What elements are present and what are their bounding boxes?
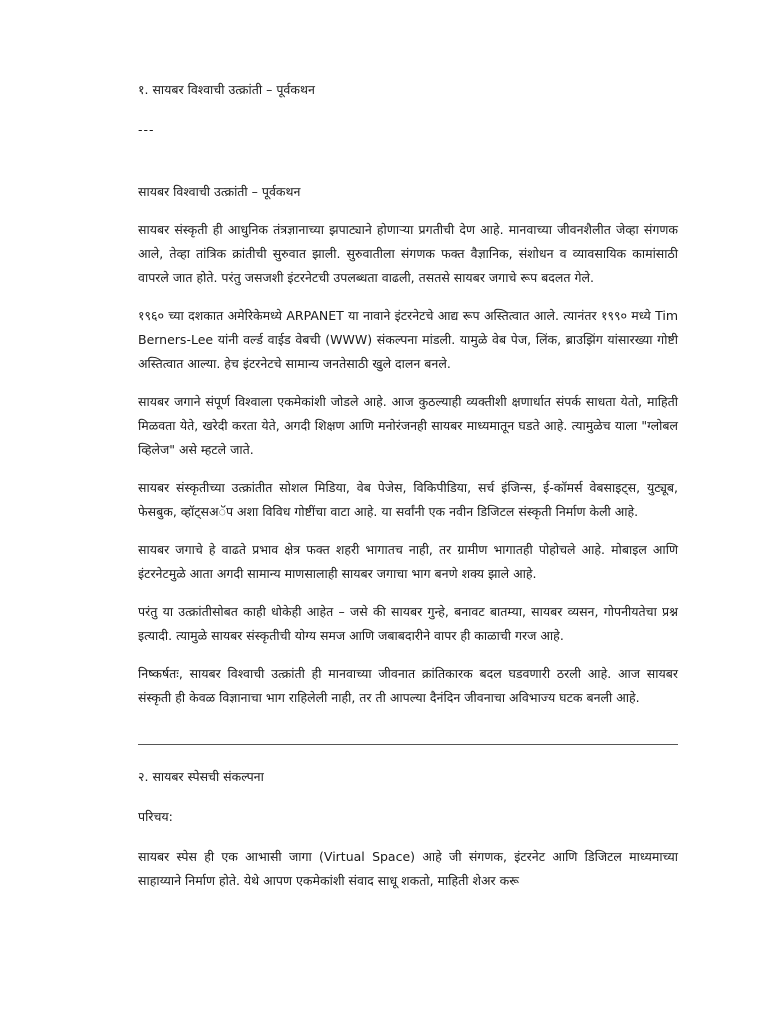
paragraph-digital-culture: सायबर संस्कृतीच्या उत्क्रांतीत सोशल मिडिया, वेब पेजेस, विकिपीडिया, सर्च इंजिन्स, ई-कॉमर्स वेबसाइट्स, युट्यूब, फेसबुक, व्हॉट्सअॅप अशा विविध गोष्टींचा वाटा आहे. या सर्वांनी एक नवीन डिजिटल संस्कृती निर्माण केली आहे. [138, 480, 678, 519]
section-2-heading: २. सायबर स्पेसची संकल्पना [138, 769, 264, 784]
paragraph-intro: सायबर संस्कृती ही आधुनिक तंत्रज्ञानाच्या झपाट्याने होणाऱ्या प्रगतीची देण आहे. मानवाच्या जीवनशैलीत जेव्हा संगणक आले, तेव्हा तांत्रिक क्रांतीची सुरुवात झाली. सुरुवातीला संगणक फक्त वैज्ञानिक, संशोधन व व्यावसायिक कामांसाठी वापरले जात होते. परंतु जसजशी इंटरनेटची उपलब्धता वाढली, तसतसे सायबर जगाचे रूप बदलत गेले. [138, 222, 678, 285]
paragraph-risks: परंतु या उत्क्रांतीसोबत काही धोकेही आहेत – जसे की सायबर गुन्हे, बनावट बातम्या, सायबर व्यसन, गोपनीयतेचा प्रश्न इत्यादी. त्यामुळे सायबर संस्कृतीची योग्य समज आणि जबाबदारीने वापर ही काळाची गरज आहे. [138, 604, 678, 643]
paragraph-global-village: सायबर जगाने संपूर्ण विश्वाला एकमेकांशी जोडले आहे. आज कुठल्याही व्यक्तीशी क्षणार्धात संपर्क साधता येतो, माहिती मिळवता येते, खरेदी करता येते, अगदी शिक्षण आणि मनोरंजनही सायबर माध्यमातून घडते आहे. त्यामुळेच याला "ग्लोबल व्हिलेज" असे म्हटले जाते. [138, 394, 678, 457]
paragraph-cyberspace: सायबर स्पेस ही एक आभासी जागा (Virtual Space) आहे जी संगणक, इंटरनेट आणि डिजिटल माध्यमाच्या साहाय्याने निर्माण होते. येथे आपण एकमेकांशी संवाद साधू शकतो, माहिती शेअर करू [138, 849, 678, 888]
paragraph-conclusion: निष्कर्षतः, सायबर विश्वाची उत्क्रांती ही मानवाच्या जीवनात क्रांतिकारक बदल घडवणारी ठरली आहे. आज सायबर संस्कृती ही केवळ विज्ञानाचा भाग राहिलेली नाही, तर ती आपल्या दैनंदिन जीवनाचा अविभाज्य घटक बनली आहे. [138, 666, 678, 705]
document-page [138, 78, 678, 907]
intro-label: परिचय: [138, 809, 173, 824]
paragraph-reach: सायबर जगाचे हे वाढते प्रभाव क्षेत्र फक्त शहरी भागातच नाही, तर ग्रामीण भागातही पोहोचले आहे. मोबाइल आणि इंटरनेटमुळे आता अगदी सामान्य माणसालाही सायबर जगाचा भाग बनणे शक्य झाले आहे. [138, 542, 678, 581]
dash-separator: --- [138, 122, 155, 137]
paragraph-history: १९६० च्या दशकात अमेरिकेमध्ये ARPANET या नावाने इंटरनेटचे आद्य रूप अस्तित्वात आले. त्यानंतर १९९० मध्ये Tim Berners-Lee यांनी वर्ल्ड वाईड वेबची (WWW) संकल्पना मांडली. यामुळे वेब पेज, लिंक, ब्राउझिंग यांसारख्या गोष्टी अस्तित्वात आल्या. हेच इंटरनेटचे सामान्य जनतेसाठी खुले दालन बनले. [138, 308, 678, 371]
horizontal-rule [138, 744, 678, 745]
section-1-subheading: सायबर विश्वाची उत्क्रांती – पूर्वकथन [138, 184, 301, 199]
section-1-heading: १. सायबर विश्वाची उत्क्रांती – पूर्वकथन [138, 82, 315, 97]
